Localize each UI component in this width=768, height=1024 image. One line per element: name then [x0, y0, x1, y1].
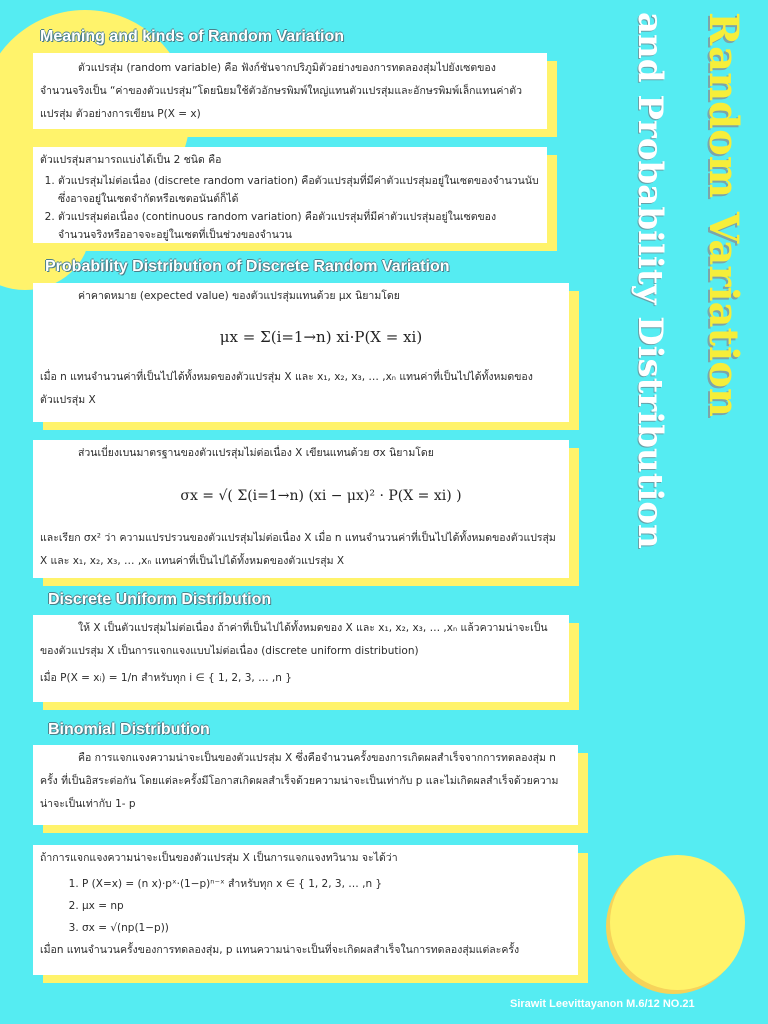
heading-meaning: Meaning and kinds of Random Variation — [40, 28, 345, 45]
uniform-definition: ให้ X เป็นตัวแปรสุ่มไม่ต่อเนื่อง ถ้าค่าที่เป็นไปได้ทั้งหมดของ X และ x₁, x₂, x₃, … ,xₙ แล้วความน่าจะเป็นของตัวแปรสุ่ม X เป็นการแจกแจงแบบไม่ต่อเนื่อง (discrete uniform distribution) — [40, 622, 548, 657]
sd-intro: ส่วนเบี่ยงเบนมาตรฐานของตัวแปรสุ่มไม่ต่อเนื่อง X เขียนแทนด้วย σx นิยามโดย — [78, 447, 434, 459]
heading-uniform: Discrete Uniform Distribution — [48, 591, 272, 608]
binomial-intro: ถ้าการแจกแจงความน่าจะเป็นของตัวแปรสุ่ม X เป็นการแจกแจงทวินาม จะได้ว่า — [40, 852, 398, 864]
card-meaning-kinds — [33, 147, 547, 243]
heading-binomial: Binomial Distribution — [48, 721, 210, 738]
decor-circle-bottom — [610, 855, 745, 990]
card-binomial-properties — [33, 845, 578, 975]
kinds-intro: ตัวแปรสุ่มสามารถแบ่งได้เป็น 2 ชนิด คือ — [40, 154, 222, 166]
binomial-pmf: 1. P (X=x) = (n x)·pˣ·(1−p)ⁿ⁻ˣ สำหรับทุก x ∈ { 1, 2, 3, … ,n } — [82, 873, 571, 895]
sub-title: and Probability Distribution — [630, 12, 670, 549]
card-expected-value — [33, 283, 569, 422]
author-credit: Sirawit Leevittayanon M.6/12 NO.21 — [510, 998, 695, 1010]
main-title: Random Variation — [700, 12, 747, 417]
uniform-formula: เมื่อ P(X = xᵢ) = 1/n สำหรับทุก i ∈ { 1, 2, 3, … ,n } — [40, 672, 292, 684]
binomial-sd: 3. σx = √(np(1−p)) — [82, 917, 571, 939]
kinds-list — [40, 172, 540, 244]
card-standard-deviation — [33, 440, 569, 578]
binomial-definition: คือ การแจกแจงความน่าจะเป็นของตัวแปรสุ่ม X ซึ่งคือจำนวนครั้งของการเกิดผลสำเร็จจากการทดลองสุ่ม n ครั้ง ที่เป็นอิสระต่อกัน โดยแต่ละครั้งมีโอกาสเกิดผลสำเร็จด้วยความน่าจะเป็นเท่ากับ p และไม่เกิดผลสำเร็จด้วยความน่าจะเป็นเท่ากับ 1- p — [40, 752, 559, 810]
binomial-note: เมื่อn แทนจำนวนครั้งของการทดลองสุ่ม, p แทนความน่าจะเป็นที่จะเกิดผลสำเร็จในการทดลองสุ่มแต่ละครั้ง — [40, 944, 520, 956]
card-uniform — [33, 615, 569, 702]
binomial-properties-list — [40, 873, 571, 939]
standard-deviation-formula: σx = √( Σ(i=1→n) (xi − μx)² · P(X = xi) ) — [180, 488, 462, 504]
card-meaning-definition — [33, 53, 547, 129]
variance-explanation: และเรียก σx² ว่า ความแปรปรวนของตัวแปรสุ่มไม่ต่อเนื่อง X เมื่อ n แทนจำนวนค่าที่เป็นไปได้ทั้งหมดของตัวแปรสุ่ม X และ x₁, x₂, x₃, … ,xₙ แทนค่าที่เป็นไปได้ทั้งหมดของตัวแปรสุ่ม X — [40, 532, 556, 567]
meaning-paragraph: ตัวแปรสุ่ม (random variable) คือ ฟังก์ชันจากปริภูมิตัวอย่างของการทดลองสุ่มไปยังเซตของจำนวนจริงเป็น “ค่าของตัวแปรสุ่ม”โดยนิยมใช้ตัวอักษรพิมพ์ใหญ่แทนตัวแปรสุ่มและอักษรพิมพ์เล็กแทนค่าตัวแปรสุ่ม ตัวอย่างการเขียน P(X = x) — [40, 62, 523, 120]
heading-discrete: Probability Distribution of Discrete Random Variation — [45, 258, 450, 275]
kinds-item-continuous: 2. ตัวแปรสุ่มต่อเนื่อง (continuous random variation) คือตัวแปรสุ่มที่มีค่าตัวแปรสุ่มอยู่ในเซตของจำนวนจริงหรืออาจจะอยู่ในเซตที่เป็นช่วงของจำนวน — [58, 208, 540, 244]
expected-intro: ค่าคาดหมาย (expected value) ของตัวแปรสุ่มแทนด้วย μx นิยามโดย — [78, 290, 400, 302]
expected-value-formula: μx = Σ(i=1→n) xi·P(X = xi) — [219, 328, 423, 346]
expected-explanation: เมื่อ n แทนจำนวนค่าที่เป็นไปได้ทั้งหมดของตัวแปรสุ่ม X และ x₁, x₂, x₃, … ,xₙ แทนค่าที่เป็นไปได้ทั้งหมดของตัวแปรสุ่ม X — [40, 371, 533, 406]
kinds-item-discrete: 1. ตัวแปรสุ่มไม่ต่อเนื่อง (discrete random variation) คือตัวแปรสุ่มที่มีค่าตัวแปรสุ่มอยู่ในเซตของจำนวนนับซึ่งอาจอยู่ในเซตจำกัดหรือเซตอนันต์ก็ได้ — [58, 172, 540, 208]
card-binomial-definition — [33, 745, 578, 825]
binomial-mean: 2. μx = np — [82, 895, 571, 917]
